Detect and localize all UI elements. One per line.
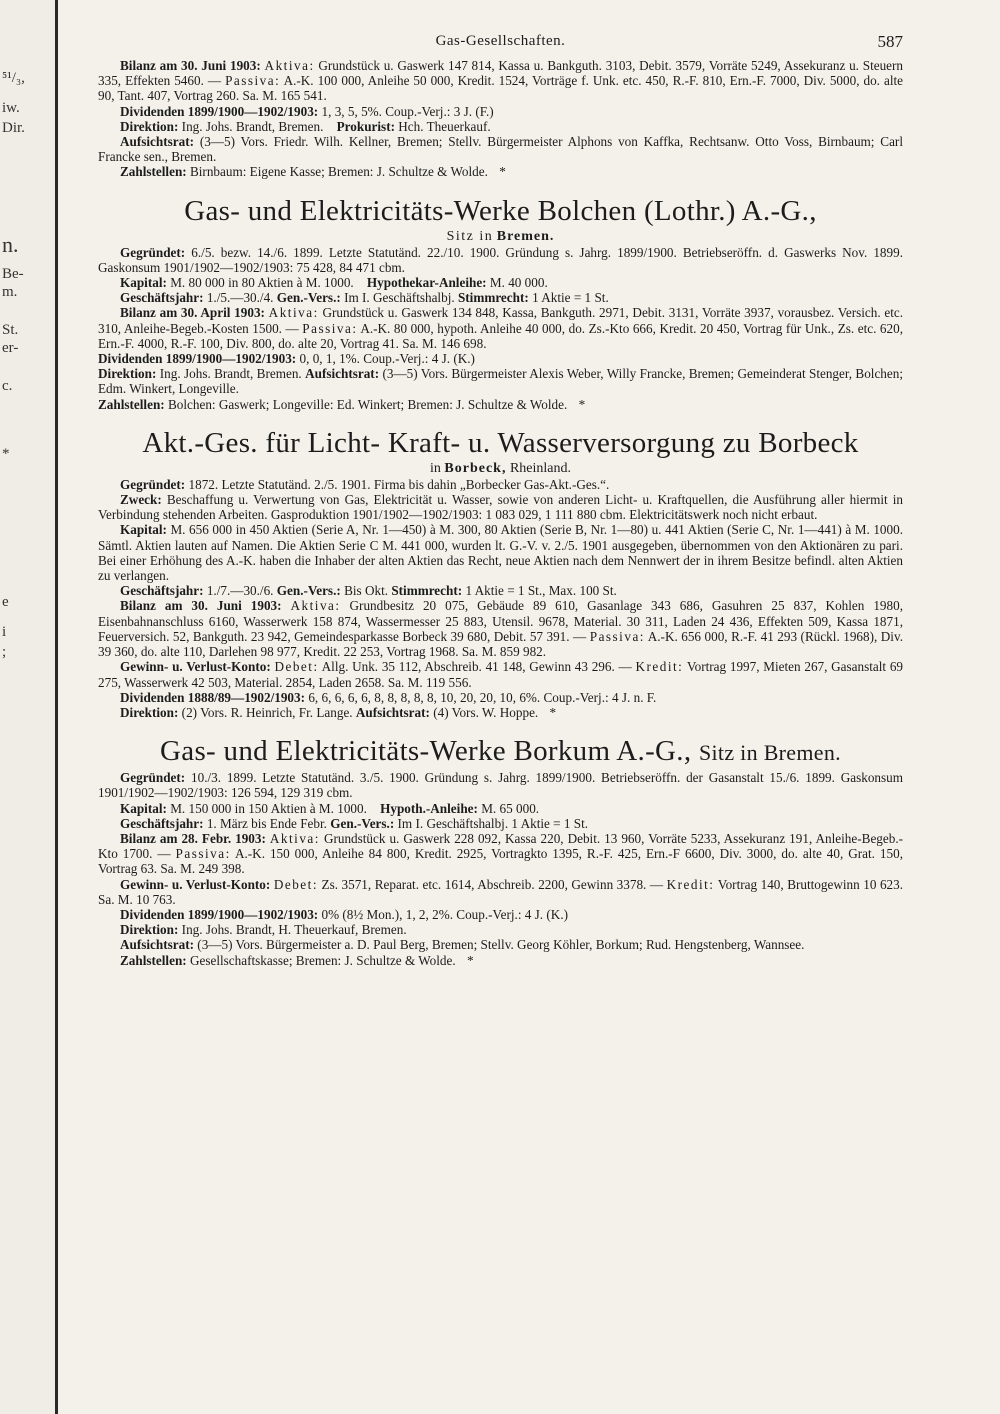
- geschaeftsjahr-text: 1. März bis Ende Febr.: [206, 815, 327, 831]
- page-number: 587: [877, 32, 903, 51]
- zweck-label: Zweck:: [120, 492, 162, 508]
- guv-kredit-text: Vortrag 140, Bruttogewinn 10 623. Sa. M. 10 763.: [98, 876, 904, 907]
- aktiva-label: Aktiva:: [290, 598, 341, 614]
- genvers-text: Im I. Geschäftshalbj.: [344, 290, 455, 306]
- kapital-label: Kapital:: [120, 800, 167, 816]
- entry-borbeck: [98, 426, 903, 720]
- aufsichtsrat-label: Aufsichtsrat:: [120, 134, 194, 150]
- kredit-label: Kredit:: [635, 659, 684, 675]
- entry-title-main: Gas- und Elektricitäts-Werke Borkum A.-G.,: [160, 735, 692, 768]
- kapital-label: Kapital:: [120, 275, 167, 291]
- kredit-label: Kredit:: [666, 876, 715, 892]
- passiva-text: A.-K. 656 000, R.-F. 41 293 (Rückl. 1968), Div. 39 360, do. alte 110, Darlehen 98 977, Kredit. 22 253, Vortrag 1968. Sa. M. 859 982.: [98, 628, 903, 660]
- dividenden-label: Dividenden 1888/89—1902/1903:: [120, 689, 306, 705]
- guv-kredit-text: Vortrag 1997, Mieten 267, Gasanstalt 69 275, Wasserwerk 42 503, Material. 2854, Laden 2658. Sa. M. 119 556.: [98, 659, 904, 690]
- entry-end-star: *: [578, 396, 586, 412]
- genvers-label: Gen.-Vers.:: [330, 815, 395, 831]
- genvers-text: Im I. Geschäftshalbj.: [397, 815, 509, 831]
- aktiva-label: Aktiva:: [268, 305, 319, 321]
- aufsichtsrat-text: (4) Vors. W. Hoppe.: [433, 704, 539, 720]
- margin-fragment: ⁵¹/₃,: [2, 70, 25, 86]
- dividenden-text: 0% (8½ Mon.), 1, 2, 2%. Coup.-Verj.: 4 J. (K.): [321, 906, 569, 922]
- stimmrecht-label: Stimmrecht:: [457, 290, 529, 306]
- gegruendet-label: Gegründet:: [120, 244, 186, 260]
- guv-label: Gewinn- u. Verlust-Konto:: [120, 659, 271, 675]
- kapital-text: M. 150 000 in 150 Aktien à M. 1000.: [170, 800, 367, 816]
- passiva-text: A.-K. 150 000, Anleihe 84 800, Kredit. 2925, Vortragkto 1395, R.-F. 425, Ern.-F 6600, Div. 3000, do. alte 40, Grat. 150, Vortrag 63. Sa. M. 249 398.: [98, 846, 903, 877]
- zahlstellen-text: Bolchen: Gaswerk; Longeville: Ed. Winkert; Bremen: J. Schultze & Wolde.: [167, 396, 568, 412]
- seat-region: Rheinland.: [509, 460, 571, 476]
- bilanz-text: Grundstück u. Gaswerk 134 848, Kassa, Bankguth. 2971, Debit. 3131, Vorräte 3937, vorausbez. Versich. etc. 310, Anleihe-Begeb.-Kosten 1500. —: [98, 305, 904, 336]
- entry-title-seat: Sitz in Bremen.: [698, 740, 841, 766]
- gegruendet-text: 10./3. 1899. Letzte Statutänd. 3./5. 1900. Gründung s. Jahrg. 1899/1900. Betriebseröffn. der Gasanstalt 15./6. 1899. Gaskonsum 1901/1902—1902/1903: 126 594, 129 319 cbm.: [98, 770, 903, 801]
- margin-fragment: m.: [2, 284, 18, 300]
- zahlstellen-label: Zahlstellen:: [120, 164, 187, 180]
- previous-page-edge: [0, 0, 58, 1414]
- dividenden-text: 0, 0, 1, 1%. Coup.-Verj.: 4 J. (K.): [299, 351, 475, 367]
- seat-city: Bremen.: [496, 228, 555, 244]
- kapital-label: Kapital:: [120, 522, 167, 538]
- geschaeftsjahr-label: Geschäftsjahr:: [120, 290, 204, 306]
- margin-fragment: c.: [2, 378, 13, 394]
- stimmrecht-text: 1 Aktie = 1 St.: [511, 815, 589, 831]
- direktion-text: Ing. Johs. Brandt, Bremen.: [181, 118, 324, 134]
- debet-label: Debet:: [273, 876, 318, 892]
- gegruendet-label: Gegründet:: [120, 476, 186, 492]
- bilanz-text: Grundstück u. Gaswerk 147 814, Kassa u. Bankguth. 3103, Debit. 3579, Vorräte 5249, Assekuranz u. Steuern 335, Effekten 5460. —: [98, 58, 904, 89]
- entry-end-star: *: [549, 704, 557, 720]
- entry-end-star: *: [466, 952, 474, 968]
- passiva-label: Passiva:: [302, 320, 358, 336]
- prokurist-label: Prokurist:: [336, 118, 395, 134]
- aufsichtsrat-label: Aufsichtsrat:: [305, 366, 380, 382]
- entry-continuation: [98, 58, 903, 180]
- entry-bolchen: [98, 194, 903, 412]
- direktion-text: Ing. Johs. Brandt, H. Theuerkauf, Bremen.: [181, 922, 407, 938]
- kapital-text: M. 80 000 in 80 Aktien à M. 1000.: [170, 275, 354, 291]
- margin-fragment: i: [2, 624, 7, 640]
- passiva-text: A.-K. 100 000, Anleihe 50 000, Kredit. 1524, Vorträge f. Unk. etc. 450, R.-F. 810, Ern.-F. 7000, Div. 5000, do. alte 90, Tant. 407, Vortrag 260. Sa. M. 165 541.: [98, 73, 903, 104]
- aufsichtsrat-text: (3—5) Vors. Bürgermeister a. D. Paul Berg, Bremen; Stellv. Georg Köhler, Borkum; Rud. Hengstenberg, Wannsee.: [197, 937, 805, 953]
- stimmrecht-text: 1 Aktie = 1 St., Max. 100 St.: [465, 583, 617, 599]
- entry-seat: [98, 228, 903, 245]
- guv-debet-text: Allg. Unk. 35 112, Abschreib. 41 148, Gewinn 43 296. —: [321, 659, 632, 675]
- direktion-label: Direktion:: [98, 366, 157, 382]
- genvers-text: Bis Okt.: [344, 583, 389, 599]
- passiva-text: A.-K. 80 000, hypoth. Anleihe 40 000, do. Zs.-Kto 666, Kredit. 20 450, Vortrag für Unk., Zs. etc. 620, Ern.-F. 4000, R.-F. 100, Div. 800, do. alte 20, Vortrag 41. Sa. M. 146 698.: [98, 320, 903, 351]
- aufsichtsrat-label: Aufsichtsrat:: [120, 937, 194, 953]
- bilanz-label: Bilanz am 28. Febr. 1903:: [120, 830, 266, 846]
- margin-fragment: er-: [2, 340, 19, 356]
- seat-prefix: in: [430, 460, 441, 476]
- hypoth-text: M. 65 000.: [481, 800, 540, 816]
- direktion-text: Ing. Johs. Brandt, Bremen.: [159, 366, 302, 382]
- passiva-label: Passiva:: [589, 628, 645, 644]
- aktiva-label: Aktiva:: [269, 830, 320, 846]
- entry-title: Akt.-Ges. für Licht- Kraft- u. Wasserversorgung zu Borbeck: [142, 426, 859, 459]
- gegruendet-label: Gegründet:: [120, 770, 186, 786]
- zahlstellen-label: Zahlstellen:: [120, 952, 187, 968]
- aufsichtsrat-label: Aufsichtsrat:: [355, 704, 430, 720]
- genvers-label: Gen.-Vers.:: [276, 290, 341, 306]
- dividenden-text: 1, 3, 5, 5%. Coup.-Verj.: 3 J. (F.): [321, 103, 494, 119]
- entry-title: [98, 734, 903, 770]
- geschaeftsjahr-label: Geschäftsjahr:: [120, 583, 204, 599]
- passiva-label: Passiva:: [175, 846, 231, 862]
- dividenden-text: 6, 6, 6, 6, 6, 8, 8, 8, 8, 8, 10, 20, 20, 10, 6%. Coup.-Verj.: 4 J. n. F.: [308, 689, 657, 705]
- aufsichtsrat-text: (3—5) Vors. Friedr. Wilh. Kellner, Bremen; Stellv. Bürgermeister Alphons von Kaffka, Rechtsanw. Otto Voss, Birnbaum; Carl Francke sen., Bremen.: [98, 134, 903, 165]
- direktion-label: Direktion:: [120, 118, 179, 134]
- geschaeftsjahr-label: Geschäftsjahr:: [120, 815, 204, 831]
- entry-end-star: *: [499, 164, 506, 180]
- margin-fragment: iw.: [2, 100, 20, 116]
- bilanz-text: Grundbesitz 20 075, Gebäude 89 610, Gasanlage 343 686, Gasuhren 25 837, Kohlen 1980, Eisenbahnanschluss 6160, Wasserwerk 158 874, Wassermesser 25 883, Utensil. 9678, Material. 30 311, Laden 24 436, Effekten 509, Kassa 1871, Feuerversich. 52, Bankguth. 23 942, Gemeindesparkasse Borbeck 39 680, Debit. 57 391. —: [98, 598, 903, 644]
- margin-fragment: Dir.: [2, 120, 25, 136]
- hypoth-label: Hypoth.-Anleihe:: [380, 800, 478, 816]
- gegruendet-text: 1872. Letzte Statutänd. 2./5. 1901. Firma bis dahin „Borbecker Gas-Akt.-Ges.“.: [188, 476, 610, 492]
- entry-seat: [98, 460, 903, 477]
- zahlstellen-text: Gesellschaftskasse; Bremen: J. Schultze & Wolde.: [189, 952, 456, 968]
- geschaeftsjahr-text: 1./5.—30./4.: [206, 290, 274, 306]
- running-head: [98, 30, 903, 58]
- direktion-label: Direktion:: [120, 704, 179, 720]
- guv-debet-text: Zs. 3571, Reparat. etc. 1614, Abschreib. 2200, Gewinn 3378. —: [321, 876, 664, 892]
- direktion-text: (2) Vors. R. Heinrich, Fr. Lange.: [181, 704, 353, 720]
- kapital-text: M. 656 000 in 450 Aktien (Serie A, Nr. 1—450) à M. 300, 80 Aktien (Serie B, Nr. 1—80) u. 441 Aktien (Serie C, Nr. 1—441) à M. 1000. Sämtl. Aktien lauten auf Namen. Die Aktien Serie C M. 441 000, wurden lt. G.-V. v. 2./5. 1901 ausgegeben, übernommen von den Aktionären zu pari. Bei einer Erhöhung des A.-K. haben die Inhaber der alten Aktien das Recht, neue Aktien nach dem Nennwert der in ihrem Besitze befindl. alten Aktien zu verlangen.: [98, 522, 904, 584]
- guv-label: Gewinn- u. Verlust-Konto:: [120, 876, 271, 892]
- debet-label: Debet:: [274, 659, 319, 675]
- aktiva-label: Aktiva:: [264, 58, 315, 73]
- dividenden-label: Dividenden 1899/1900—1902/1903:: [120, 103, 319, 119]
- margin-fragment: e: [2, 594, 9, 610]
- bilanz-label: Bilanz am 30. Juni 1903:: [120, 58, 261, 73]
- dividenden-label: Dividenden 1899/1900—1902/1903:: [120, 906, 319, 922]
- zahlstellen-label: Zahlstellen:: [98, 396, 165, 412]
- genvers-label: Gen.-Vers.:: [276, 583, 341, 599]
- running-head-title: Gas-Gesellschaften.: [435, 33, 566, 49]
- zahlstellen-text: Birnbaum: Eigene Kasse; Bremen: J. Schultze & Wolde.: [189, 164, 488, 180]
- bilanz-label: Bilanz am 30. April 1903:: [120, 305, 265, 321]
- passiva-label: Passiva:: [225, 73, 281, 89]
- zweck-text: Beschaffung u. Verwertung von Gas, Elektricität u. Wasser, sowie von anderen Licht- u. Kraftquellen, die Ausführung aller hiermit in Verbindung stehenden Arbeiten. Gasproduktion 1901/1902—1902/1903: 1 083 029, 1 111 880 cbm. Elektricitätswerk noch nicht erbaut.: [98, 492, 904, 523]
- document-page: [98, 30, 903, 968]
- prokurist-text: Hch. Theuerkauf.: [398, 118, 491, 134]
- margin-fragment: St.: [2, 322, 19, 338]
- gegruendet-text: 6./5. bezw. 14./6. 1899. Letzte Statutänd. 22./10. 1900. Gründung s. Jahrg. 1899/1900. Betriebseröffn. d. Gaswerks Nov. 1899. Gaskonsum 1901/1902—1902/1903: 75 428, 84 471 cbm.: [98, 244, 904, 275]
- stimmrecht-text: 1 Aktie = 1 St.: [532, 290, 609, 306]
- entry-borkum: [98, 734, 903, 968]
- aufsichtsrat-text: (3—5) Vors. Bürgermeister Alexis Weber, Willy Francke, Bremen; Gemeinderat Stenger, Bolchen; Edm. Winkert, Longeville.: [98, 366, 904, 397]
- dividenden-label: Dividenden 1899/1900—1902/1903:: [98, 351, 297, 367]
- stimmrecht-label: Stimmrecht:: [391, 583, 463, 599]
- seat-city: Borbeck,: [444, 460, 507, 476]
- margin-fragment: n.: [2, 232, 19, 257]
- hypothek-text: M. 40 000.: [489, 275, 548, 291]
- entry-title: Gas- und Elektricitäts-Werke Bolchen (Lothr.) A.-G.,: [184, 194, 817, 227]
- bilanz-text: Grundstück u. Gaswerk 228 092, Kassa 220, Debit. 13 960, Vorräte 5233, Assekuranz 191, Anleihe-Begeb.-Kto 1700. —: [98, 830, 904, 862]
- seat-prefix: Sitz in: [446, 228, 494, 244]
- geschaeftsjahr-text: 1./7.—30./6.: [206, 583, 274, 599]
- bilanz-label: Bilanz am 30. Juni 1903:: [120, 598, 282, 614]
- hypothek-label: Hypothekar-Anleihe:: [366, 275, 487, 291]
- direktion-label: Direktion:: [120, 922, 179, 938]
- margin-fragment: *: [2, 446, 10, 462]
- margin-fragment: Be-: [2, 266, 24, 282]
- margin-fragment: ;: [2, 644, 7, 660]
